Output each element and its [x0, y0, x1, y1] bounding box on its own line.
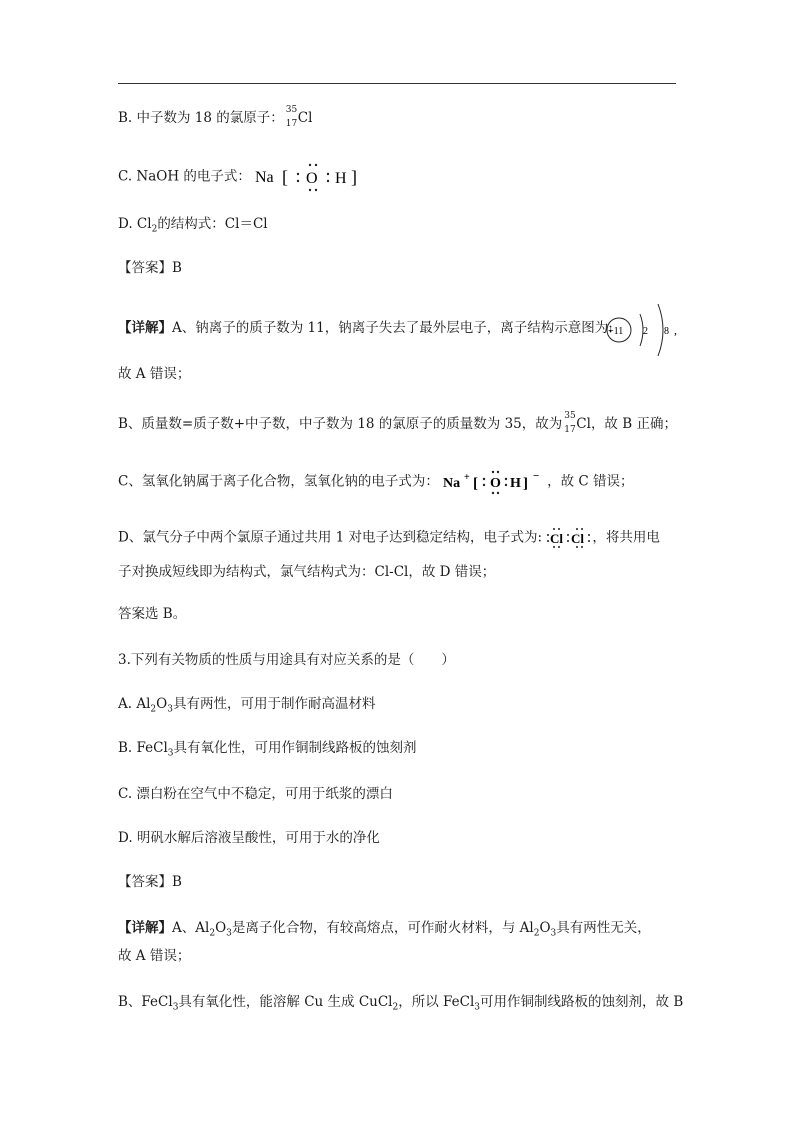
svg-text:−: − [533, 470, 540, 482]
shell-1-count: 2 [643, 326, 648, 337]
detail-tag: 【详解】 [118, 320, 172, 336]
formula-h: H [335, 170, 347, 187]
atomic-number: 17 [285, 118, 298, 129]
d2b-sub2: 2 [392, 1002, 399, 1013]
mass-number: 35 [285, 104, 298, 115]
q3a-mid: O [156, 696, 168, 712]
d2a-mid: 是离子化合物，有较高熔点，可作耐火材料，与 Al [231, 920, 534, 936]
conclusion-1: 答案选 B。 [118, 606, 187, 622]
detail-b-text: B、质量数=质子数+中子数，中子数为 18 的氯原子的质量数为 35，故为 [118, 416, 563, 432]
detail-b-tail: ，故 B 正确； [590, 416, 677, 432]
d2a-sub4: 3 [550, 928, 557, 939]
detail-1-line-d3: 子对换成短线即为结构式，氯气结构式为：Cl-Cl，故 D 错误； [118, 564, 496, 580]
detail-2-line-b [118, 992, 683, 1018]
cl-atom-1: Cl [550, 531, 564, 546]
q3-option-a [118, 694, 375, 720]
detail-1-line-d [118, 526, 660, 550]
d2b-post: 可用作铜制线路板的蚀刻剂，故 B [480, 994, 684, 1010]
d2a-pre: A、Al [172, 920, 210, 936]
q3b-pre: B. FeCl [118, 740, 168, 756]
ionic-na: Na [443, 476, 461, 491]
svg-text:[: [ [473, 476, 479, 492]
q3a-pre: A. Al [118, 696, 151, 712]
detail-c-text: C、氢氧化钠属于离子化合物，氢氧化钠的电子式为： [118, 473, 439, 490]
answer-1: 【答案】B [118, 260, 182, 276]
answer-2: 【答案】B [118, 874, 182, 890]
q3a-post: 具有两性，可用于制作耐高温材料 [172, 696, 376, 712]
naoh-electron-formula [255, 162, 367, 192]
q3-option-d: D. 明矾水解后溶液呈酸性，可用于水的净化 [118, 830, 380, 846]
q3a-sub2: 3 [167, 704, 173, 715]
svg-text:]: ] [523, 476, 529, 492]
svg-text:+: + [464, 472, 470, 483]
detail-c-tail: ，故 C 错误； [547, 473, 634, 490]
d2b-pre: B、FeCl [118, 994, 173, 1010]
d2a-sub2: 3 [226, 928, 232, 939]
formula-o: O [306, 170, 318, 187]
diagram-comma: , [674, 323, 677, 337]
formula-na: Na [255, 169, 274, 186]
detail-2-line-a [118, 918, 651, 944]
svg-text:[: [ [282, 167, 289, 187]
detail-2-line-a2: 故 A 错误； [118, 948, 191, 964]
header-rule [118, 83, 676, 84]
option-d-sub: 2 [151, 224, 158, 235]
d2b-sub3: 3 [474, 1002, 481, 1013]
option-d-prefix: D. Cl [118, 216, 152, 232]
detail-a-text: A、钠离子的质子数为 11，钠离子失去了最外层电子，离子结构示意图为: [172, 320, 613, 336]
ionic-h: H [510, 476, 522, 491]
d2b-mid: 具有氧化性，能溶解 Cu 生成 CuCl [178, 994, 393, 1010]
detail-1-line-a2: 故 A 错误； [118, 366, 191, 382]
d2a-sub3: 2 [533, 928, 540, 939]
detail-2-tag: 【详解】 [118, 920, 172, 936]
option-c-text: C. NaOH 的电子式： [118, 168, 251, 185]
naoh-ionic-formula [443, 469, 547, 495]
ionic-o: O [490, 476, 502, 491]
d2a-o1: O [215, 920, 227, 936]
option-d [118, 214, 268, 240]
cl2-electron-formula [546, 526, 592, 550]
detail-d-tail: ，将共用电 [592, 529, 660, 546]
d2b-mid2: ，所以 FeCl [398, 994, 475, 1010]
cl-atom-2: Cl [571, 531, 585, 546]
option-c [118, 162, 367, 192]
option-b [118, 104, 313, 129]
q3a-sub1: 2 [150, 704, 157, 715]
mass-number-2: 35 [564, 410, 576, 421]
element-symbol: Cl [297, 110, 313, 126]
d2a-post: 具有两性无关， [556, 920, 651, 936]
atomic-number-2: 17 [564, 424, 576, 435]
option-b-text: B. 中子数为 18 的氯原子： [118, 110, 284, 126]
option-d-rest: 的结构式：Cl＝Cl [157, 216, 268, 232]
isotope-notation [284, 104, 298, 129]
detail-d-text: D、氯气分子中两个氯原子通过共用 1 对电子达到稳定结构，电子式为: [118, 529, 543, 546]
d2b-sub1: 3 [172, 1002, 179, 1013]
q3-option-b [118, 738, 417, 764]
q3b-post: 具有氧化性，可用作铜制线路板的蚀刻剂 [173, 740, 417, 756]
nucleus-charge: +11 [608, 326, 624, 337]
q3b-sub: 3 [167, 748, 174, 759]
question-3-stem: 3.下列有关物质的性质与用途具有对应关系的是（ ） [118, 652, 455, 668]
detail-1-line-a [118, 318, 613, 338]
d2a-sub1: 2 [209, 928, 216, 939]
q3-option-c: C. 漂白粉在空气中不稳定，可用于纸浆的漂白 [118, 786, 393, 802]
element-symbol-2: Cl [576, 416, 591, 432]
isotope-notation-2 [562, 410, 576, 435]
sodium-ion-diagram [602, 300, 682, 360]
detail-1-line-c [118, 469, 634, 495]
detail-1-line-b [118, 410, 677, 435]
d2a-o2: O [539, 920, 551, 936]
shell-2-count: 8 [664, 326, 669, 337]
svg-text:]: ] [351, 167, 358, 187]
